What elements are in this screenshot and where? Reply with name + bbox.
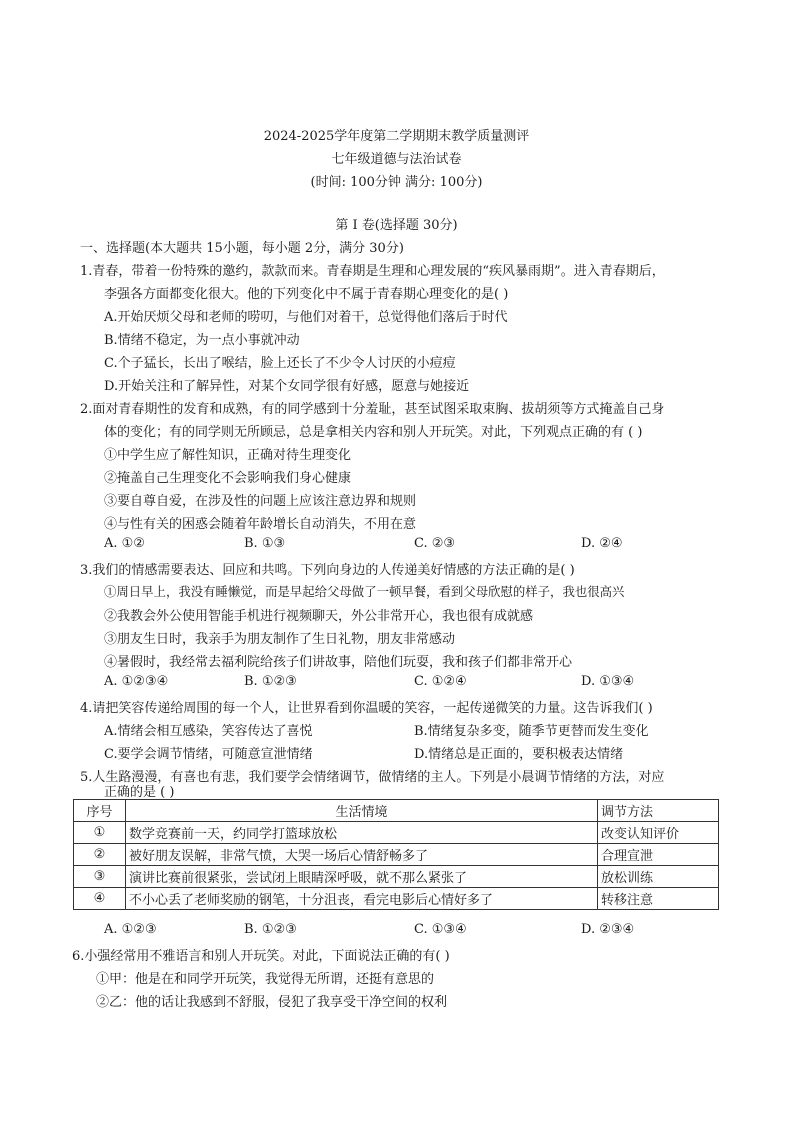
table-cell: 数学竞赛前一天，约同学打篮球放松 <box>126 822 598 844</box>
q4-stem: 4.请把笑容传递给周围的每一个人，让世界看到你温暖的笑容，一起传递微笑的力量。这告诉我们( ) <box>80 701 653 716</box>
q1-stem-line1: 1.青春，带着一份特殊的邀约，款款而来。青春期是生理和心理发展的“疾风暴雨期”。进入青春期后， <box>80 264 665 279</box>
q3-item-2: ②我教会外公使用智能手机进行视频聊天，外公非常开心，我也很有成就感 <box>104 609 534 624</box>
q2-option-b: B. ①③ <box>244 536 286 551</box>
q3-stem: 3.我们的情感需要表达、回应和共鸣。下列向身边的人传递美好情感的方法正确的是( ) <box>80 563 575 578</box>
table-row <box>74 888 719 910</box>
q2-item-4: ④与性有关的困惑会随着年龄增长自动消失，不用在意 <box>104 517 417 532</box>
q6-item-1: ①甲：他是在和同学开玩笑，我觉得无所谓，还挺有意思的 <box>96 972 435 987</box>
section-heading: 一、选择题(本大题共 15小题，每小题 2分，满分 30分) <box>80 241 404 256</box>
table-header-cell: 生活情境 <box>126 800 598 822</box>
q3-item-1: ①周日早上，我没有睡懒觉，而是早起给父母做了一顿早餐，看到父母欣慰的样子，我也很高兴 <box>104 584 625 599</box>
table-cell: 转移注意 <box>598 888 719 910</box>
table-header-cell: 序号 <box>74 800 126 822</box>
table-cell: ② <box>74 844 126 866</box>
q4-option-b: B.情绪复杂多变，随季节更替而发生变化 <box>414 724 649 739</box>
q2-stem-line2: 体的变化；有的同学则无所顾忌，总是拿相关内容和别人开玩笑。对此，下列观点正确的有 ( ) <box>104 425 643 440</box>
q5-stem-line2: 正确的是 ( ) <box>104 785 175 800</box>
q5-option-a: A. ①②③ <box>104 922 157 937</box>
q2-option-d: D. ②④ <box>581 536 623 551</box>
q2-item-3: ③要自尊自爱，在涉及性的问题上应该注意边界和规则 <box>104 494 417 509</box>
table-cell: 不小心丢了老师奖励的钢笔，十分沮丧，看完电影后心情好多了 <box>126 888 598 910</box>
q2-item-2: ②掩盖自己生理变化不会影响我们身心健康 <box>104 471 352 486</box>
q3-item-4: ④暑假时，我经常去福利院给孩子们讲故事，陪他们玩耍，我和孩子们都非常开心 <box>104 655 573 670</box>
q5-option-c: C. ①③④ <box>414 922 467 937</box>
table-cell: 演讲比赛前很紧张，尝试闭上眼睛深呼吸，就不那么紧张了 <box>126 866 598 888</box>
q5-table <box>73 799 719 910</box>
exam-title: 2024-2025学年度第二学期期末教学质量测评 <box>263 129 530 144</box>
q1-option-c: C.个子猛长，长出了喉结，脸上还长了不少令人讨厌的小痘痘 <box>104 356 456 371</box>
q2-item-1: ①中学生应了解性知识，正确对待生理变化 <box>104 448 352 463</box>
table-cell: 合理宣泄 <box>598 844 719 866</box>
q2-option-c: C. ②③ <box>414 536 456 551</box>
q1-option-d: D.开始关注和了解异性，对某个女同学很有好感，愿意与她接近 <box>104 379 470 394</box>
q1-stem-line2: 李强各方面都变化很大。他的下列变化中不属于青春期心理变化的是( ) <box>104 287 509 302</box>
table-cell: ④ <box>74 888 126 910</box>
q1-option-b: B.情绪不稳定，为一点小事就冲动 <box>104 333 300 348</box>
q5-option-d: D. ②③④ <box>581 922 635 937</box>
q3-option-c: C. ①②④ <box>414 674 467 689</box>
q4-option-d: D.情绪总是正面的，要积极表达情绪 <box>414 747 624 762</box>
q2-option-a: A. ①② <box>104 536 145 551</box>
q4-option-a: A.情绪会相互感染，笑容传达了喜悦 <box>104 724 313 739</box>
table-cell: 放松训练 <box>598 866 719 888</box>
table-cell: ③ <box>74 866 126 888</box>
exam-info: (时间: 100分钟 满分: 100分) <box>310 175 483 190</box>
q5-stem-line1: 5.人生路漫漫，有喜也有悲，我们要学会情绪调节，做情绪的主人。下列是小晨调节情绪的方法，对应 <box>80 770 665 785</box>
q1-option-a: A.开始厌烦父母和老师的唠叨，与他们对着干，总觉得他们落后于时代 <box>104 310 508 325</box>
table-row <box>74 844 719 866</box>
table-cell: 改变认知评价 <box>598 822 719 844</box>
q6-stem: 6.小强经常用不雅语言和别人开玩笑。对此，下面说法正确的有( ) <box>72 949 450 964</box>
table-row <box>74 822 719 844</box>
table-header-row <box>74 800 719 822</box>
table-cell: ① <box>74 822 126 844</box>
q2-stem-line1: 2.面对青春期性的发育和成熟，有的同学感到十分羞耻，甚至试图采取束胸、拔胡须等方式掩盖自己身 <box>80 402 665 417</box>
q4-option-c: C.要学会调节情绪，可随意宣泄情绪 <box>104 747 313 762</box>
table-cell: 被好朋友误解，非常气愤，大哭一场后心情舒畅多了 <box>126 844 598 866</box>
table-header-cell: 调节方法 <box>598 800 719 822</box>
part-title: 第 I 卷(选择题 30分) <box>335 218 458 233</box>
q3-option-d: D. ①③④ <box>581 674 635 689</box>
q3-option-b: B. ①②③ <box>244 674 297 689</box>
q5-option-b: B. ①②③ <box>244 922 297 937</box>
exam-subtitle: 七年级道德与法治试卷 <box>331 152 462 167</box>
q6-item-2: ②乙：他的话让我感到不舒服，侵犯了我享受干净空间的权利 <box>96 995 448 1010</box>
q3-option-a: A. ①②③④ <box>104 674 169 689</box>
q3-item-3: ③朋友生日时，我亲手为朋友制作了生日礼物，朋友非常感动 <box>104 632 456 647</box>
table-row <box>74 866 719 888</box>
